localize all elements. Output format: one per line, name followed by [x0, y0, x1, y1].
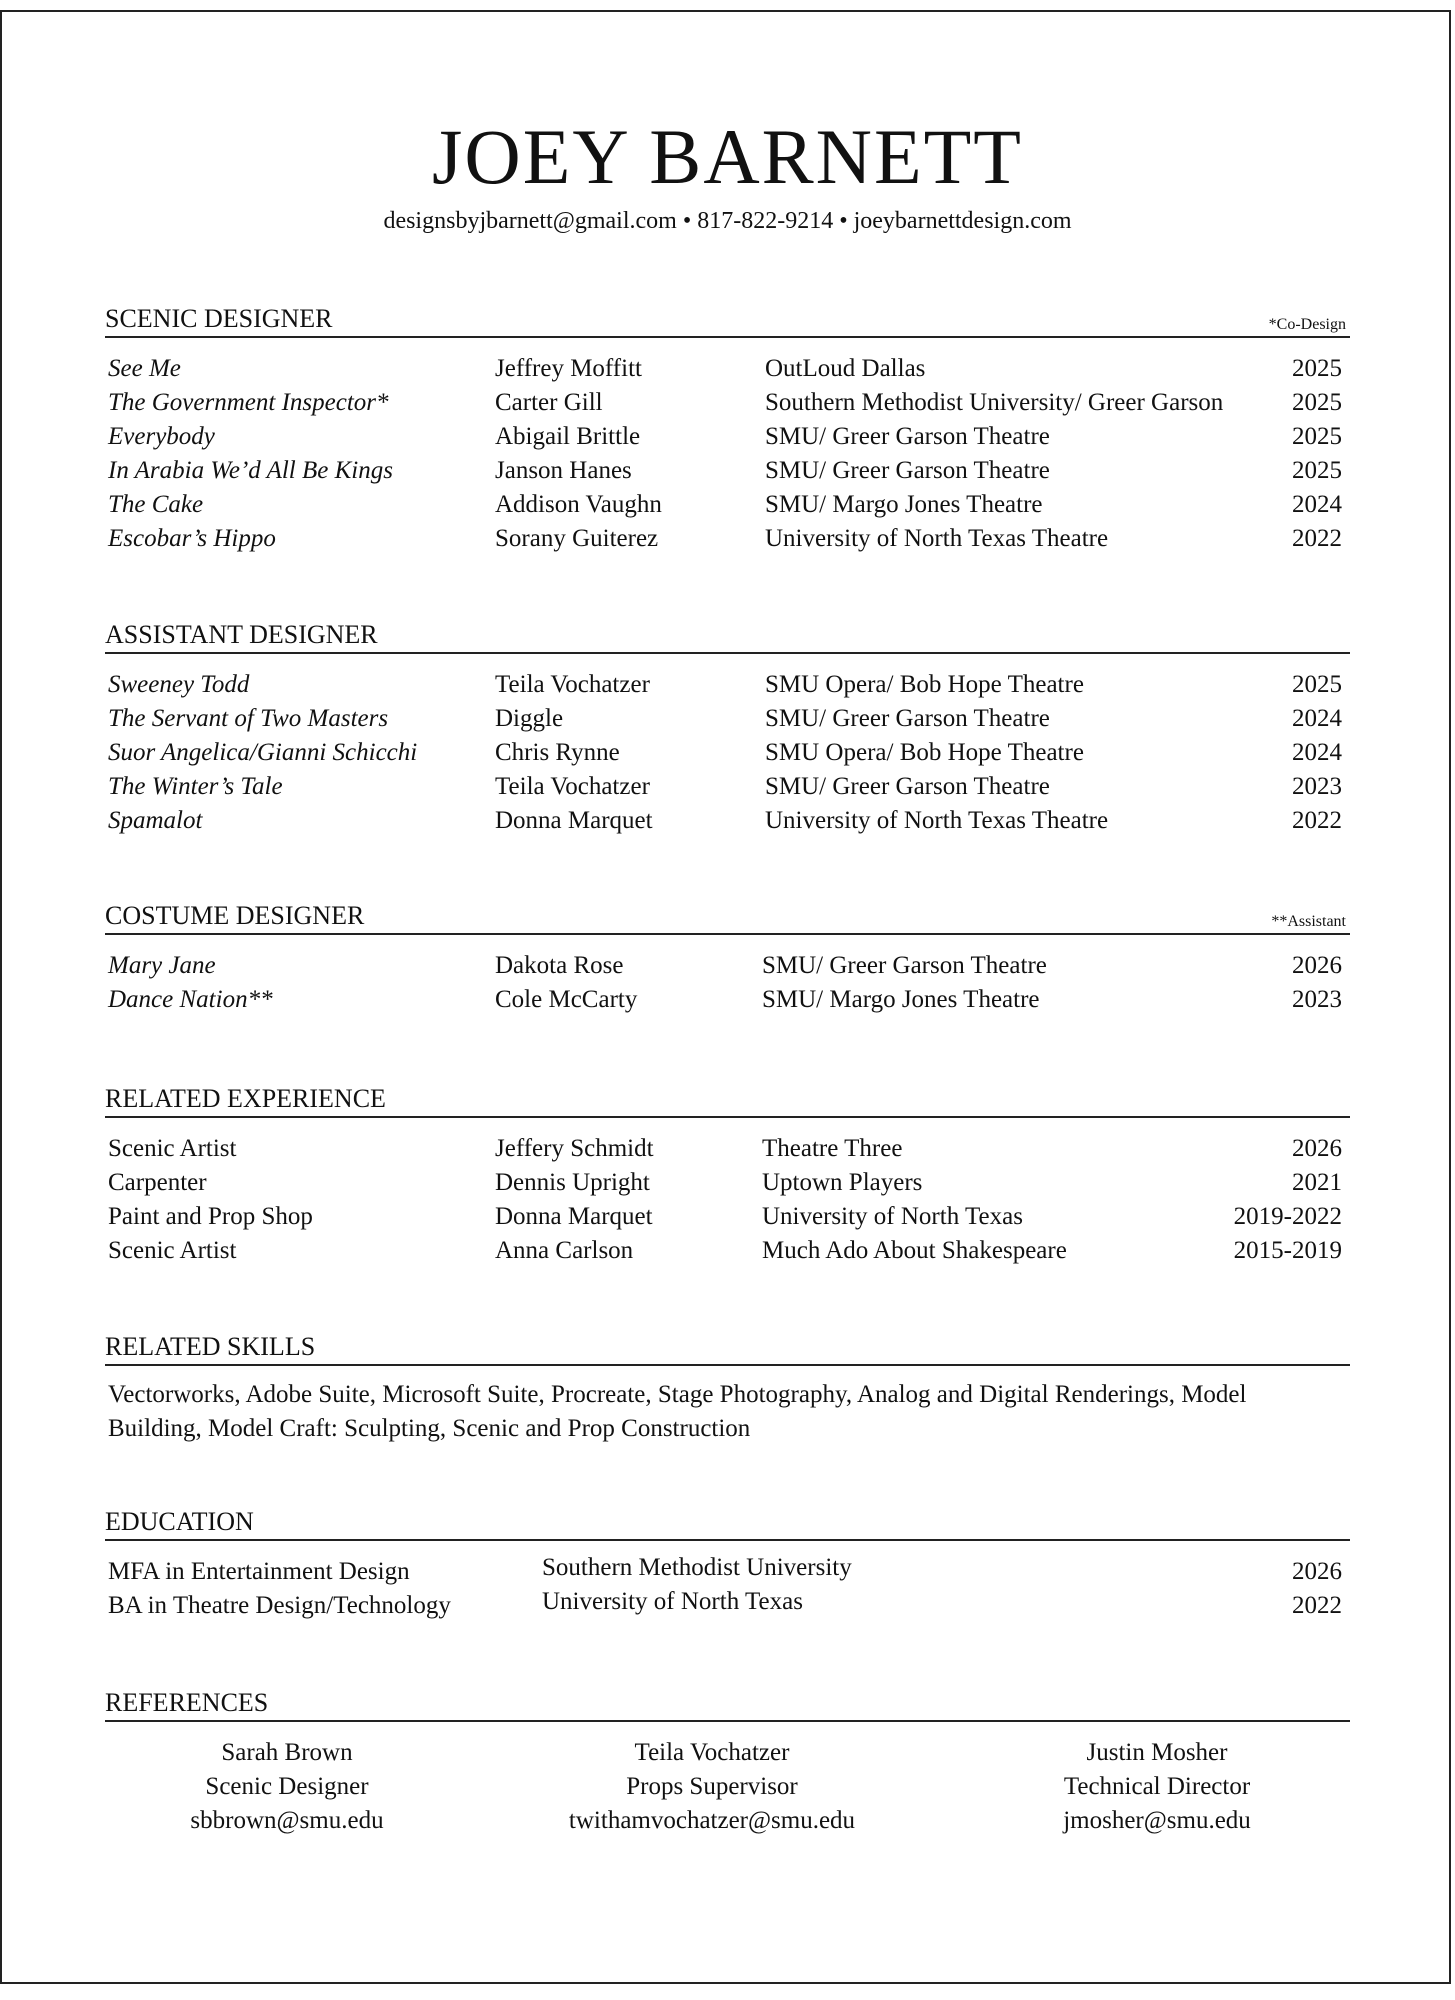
credit-row	[105, 352, 1350, 386]
reference-role: Technical Director	[1063, 1773, 1251, 1800]
venue: Southern Methodist University/ Greer Garson	[765, 389, 1224, 416]
section-header	[105, 302, 1350, 338]
director: Jeffrey Moffitt	[495, 355, 642, 382]
year: 2024	[1292, 491, 1342, 518]
credit-row	[105, 386, 1350, 420]
year: 2025	[1292, 671, 1342, 698]
year: 2025	[1292, 423, 1342, 450]
reference-name: Justin Mosher	[1086, 1739, 1228, 1766]
education-section	[105, 1505, 1350, 1623]
section-header	[105, 618, 1350, 654]
section-title: REFERENCES	[105, 1688, 269, 1717]
credit-row	[105, 804, 1350, 838]
director: Chris Rynne	[495, 739, 620, 766]
supervisor: Dennis Upright	[495, 1169, 650, 1196]
credit-row	[105, 488, 1350, 522]
year: 2025	[1292, 457, 1342, 484]
credit-row	[105, 454, 1350, 488]
year: 2021	[1292, 1169, 1342, 1196]
director: Dakota Rose	[495, 952, 624, 979]
role: Scenic Artist	[108, 1135, 237, 1162]
show-title: The Government Inspector*	[108, 389, 389, 416]
reference-name: Sarah Brown	[221, 1739, 353, 1766]
supervisor: Jeffery Schmidt	[495, 1135, 654, 1162]
section-title: SCENIC DESIGNER	[105, 304, 333, 333]
year: 2025	[1292, 355, 1342, 382]
section-title: RELATED EXPERIENCE	[105, 1084, 386, 1113]
venue: Theatre Three	[762, 1135, 903, 1162]
show-title: The Winter’s Tale	[108, 773, 283, 800]
education-row	[105, 1555, 1350, 1589]
director: Cole McCarty	[495, 986, 638, 1013]
show-title: Spamalot	[108, 807, 203, 834]
venue: University of North Texas Theatre	[765, 807, 1109, 834]
year: 2019-2022	[1233, 1203, 1342, 1230]
experience-row	[105, 1200, 1350, 1234]
year: 2024	[1292, 739, 1342, 766]
reference-card	[522, 1736, 902, 1838]
reference-role: Props Supervisor	[626, 1773, 798, 1800]
assistant-note: **Assistant	[1271, 913, 1346, 930]
year: 2024	[1292, 705, 1342, 732]
venue: SMU/ Greer Garson Theatre	[765, 773, 1050, 800]
director: Teila Vochatzer	[495, 773, 650, 800]
show-title: See Me	[108, 355, 181, 382]
credit-row	[105, 736, 1350, 770]
venue: Much Ado About Shakespeare	[762, 1237, 1067, 1264]
show-title: Everybody	[108, 423, 215, 450]
section-header	[105, 1330, 1350, 1366]
credit-row	[105, 420, 1350, 454]
degree: BA in Theatre Design/Technology	[108, 1592, 451, 1619]
venue: Uptown Players	[762, 1169, 923, 1196]
show-title: Sweeney Todd	[108, 671, 250, 698]
section-title: COSTUME DESIGNER	[105, 901, 365, 930]
contact-line: designsbyjbarnett@gmail.com • 817-822-9214 • joeybarnettdesign.com	[383, 208, 1072, 234]
venue: SMU Opera/ Bob Hope Theatre	[765, 671, 1084, 698]
director: Addison Vaughn	[495, 491, 662, 518]
reference-email: twithamvochatzer@smu.edu	[568, 1807, 856, 1834]
school: Southern Methodist University	[542, 1554, 852, 1581]
year: 2022	[1292, 807, 1342, 834]
role: Paint and Prop Shop	[108, 1203, 313, 1230]
year: 2026	[1292, 952, 1342, 979]
venue: OutLoud Dallas	[765, 355, 926, 382]
role: Carpenter	[108, 1169, 207, 1196]
year: 2025	[1292, 389, 1342, 416]
supervisor: Anna Carlson	[495, 1237, 634, 1264]
venue: University of North Texas	[762, 1203, 1023, 1230]
co-design-note: *Co-Design	[1268, 316, 1346, 333]
reference-email: sbbrown@smu.edu	[190, 1807, 384, 1834]
credit-row	[105, 702, 1350, 736]
director: Janson Hanes	[495, 457, 632, 484]
reference-card	[967, 1736, 1347, 1838]
section-header	[105, 1082, 1350, 1118]
director: Diggle	[495, 705, 564, 732]
year: 2022	[1292, 1592, 1342, 1619]
year: 2026	[1292, 1135, 1342, 1162]
venue: SMU/ Margo Jones Theatre	[765, 491, 1043, 518]
director: Abigail Brittle	[495, 423, 641, 450]
skills-text: Vectorworks, Adobe Suite, Microsoft Suite, Procreate, Stage Photography, Analog and Digital Renderings, Model Building, Model Craft: Sculpting, Scenic and Prop Construction	[108, 1381, 1247, 1442]
venue: SMU/ Margo Jones Theatre	[762, 986, 1040, 1013]
credit-row	[105, 949, 1350, 983]
show-title: The Servant of Two Masters	[108, 705, 389, 732]
show-title: Mary Jane	[108, 952, 216, 979]
year: 2023	[1292, 986, 1342, 1013]
venue: SMU/ Greer Garson Theatre	[765, 457, 1050, 484]
section-title: EDUCATION	[105, 1507, 254, 1536]
experience-row	[105, 1132, 1350, 1166]
section-header	[105, 899, 1350, 935]
show-title: Suor Angelica/Gianni Schicchi	[108, 739, 418, 766]
year: 2026	[1292, 1558, 1342, 1585]
section-header	[105, 1505, 1350, 1541]
school: University of North Texas	[542, 1588, 803, 1615]
resume-name: JOEY BARNETT	[432, 113, 1023, 200]
reference-card	[97, 1736, 477, 1838]
section-title: ASSISTANT DESIGNER	[105, 620, 378, 649]
role: Scenic Artist	[108, 1237, 237, 1264]
director: Donna Marquet	[495, 807, 653, 834]
venue: SMU/ Greer Garson Theatre	[765, 705, 1050, 732]
credit-row	[105, 983, 1350, 1017]
related-experience-section	[105, 1082, 1350, 1268]
venue: SMU Opera/ Bob Hope Theatre	[765, 739, 1084, 766]
year: 2015-2019	[1233, 1237, 1342, 1264]
supervisor: Donna Marquet	[495, 1203, 653, 1230]
scenic-designer-section	[105, 302, 1350, 556]
reference-role: Scenic Designer	[205, 1773, 369, 1800]
related-skills-section	[105, 1330, 1350, 1446]
year: 2022	[1292, 525, 1342, 552]
show-title: Dance Nation**	[108, 986, 273, 1013]
education-row	[105, 1589, 1350, 1623]
credit-row	[105, 522, 1350, 556]
section-header	[105, 1686, 1350, 1722]
reference-email: jmosher@smu.edu	[1063, 1807, 1251, 1834]
references-section	[105, 1686, 1350, 1846]
costume-designer-section	[105, 899, 1350, 1017]
venue: University of North Texas Theatre	[765, 525, 1109, 552]
director: Teila Vochatzer	[495, 671, 650, 698]
credit-row	[105, 668, 1350, 702]
venue: SMU/ Greer Garson Theatre	[762, 952, 1047, 979]
director: Sorany Guiterez	[495, 525, 659, 552]
show-title: Escobar’s Hippo	[108, 525, 276, 552]
experience-row	[105, 1166, 1350, 1200]
section-title: RELATED SKILLS	[105, 1332, 316, 1361]
venue: SMU/ Greer Garson Theatre	[765, 423, 1050, 450]
year: 2023	[1292, 773, 1342, 800]
director: Carter Gill	[495, 389, 603, 416]
experience-row	[105, 1234, 1350, 1268]
credit-row	[105, 770, 1350, 804]
show-title: In Arabia We’d All Be Kings	[108, 457, 393, 484]
degree: MFA in Entertainment Design	[108, 1558, 410, 1585]
show-title: The Cake	[108, 491, 204, 518]
reference-name: Teila Vochatzer	[634, 1739, 790, 1766]
assistant-designer-section	[105, 618, 1350, 838]
